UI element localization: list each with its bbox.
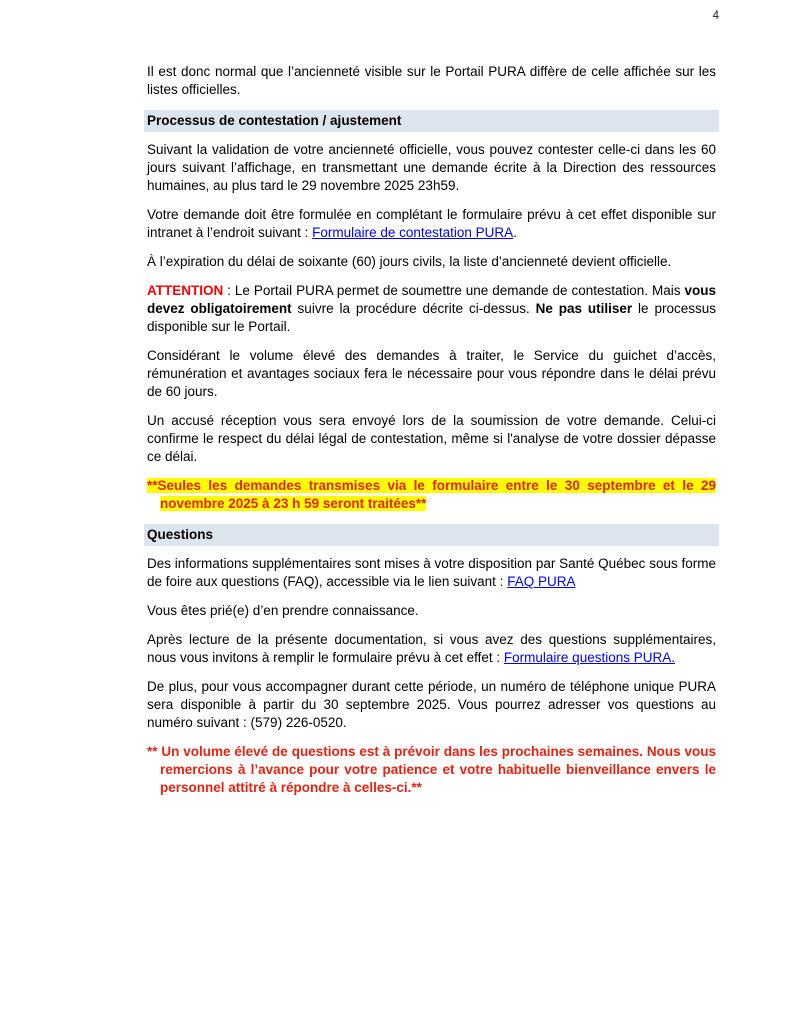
red-bold-text: ATTENTION xyxy=(147,283,224,298)
text-run: Un accusé réception vous sera envoyé lors de la soumission de votre demande. Celui-ci confirme le respect du délai légal de contestation, même si l'analyse de votre dossier dépasse ce délai. xyxy=(147,413,716,464)
paragraph xyxy=(147,631,716,667)
text-run: Suivant la validation de votre ancienneté officielle, vous pouvez contester celle-ci dans les 60 jours suivant l’affichage, en transmettant une demande écrite à la Direction des ressources humaines, au plus tard le 29 novembre 2025 23h59. xyxy=(147,142,716,193)
paragraph xyxy=(147,412,716,466)
text-run: Votre demande doit être formulée en complétant le formulaire prévu à cet effet disponible sur intranet à l’endroit suivant : xyxy=(147,207,716,240)
paragraph xyxy=(147,477,716,513)
text-run: . xyxy=(513,225,517,240)
hyperlink[interactable]: Formulaire de contestation PURA xyxy=(312,225,514,240)
paragraph xyxy=(147,253,716,271)
page-number: 4 xyxy=(712,10,719,22)
text-run: Après lecture de la présente documentation, si vous avez des questions supplémentaires, nous vous invitons à remplir le formulaire prévu à cet effet : xyxy=(147,632,716,665)
hyperlink[interactable]: Formulaire questions PURA. xyxy=(503,650,675,665)
text-run: : Le Portail PURA permet de soumettre une demande de contestation. Mais xyxy=(223,283,685,298)
bold-text: vous devez obligatoirement xyxy=(147,283,716,316)
highlighted-text: **Seules les demandes transmises via le formulaire entre le 30 septembre et le 29 novembre 2025 à 23 h 59 seront traitées** xyxy=(147,478,716,511)
section-header: Processus de contestation / ajustement xyxy=(144,110,719,132)
hyperlink[interactable]: FAQ PURA xyxy=(507,574,576,589)
bold-text: Ne pas utiliser xyxy=(535,301,633,316)
section-header: Questions xyxy=(144,524,719,546)
paragraph xyxy=(147,555,716,591)
text-run: Il est donc normal que l’ancienneté visible sur le Portail PURA diffère de celle affichée sur les listes officielles. xyxy=(147,64,716,97)
document-body xyxy=(147,63,716,808)
paragraph xyxy=(147,743,716,797)
paragraph xyxy=(147,678,716,732)
paragraph xyxy=(147,141,716,195)
paragraph xyxy=(147,206,716,242)
paragraph xyxy=(147,63,716,99)
text-run: De plus, pour vous accompagner durant cette période, un numéro de téléphone unique PURA sera disponible à partir du 30 septembre 2025. Vous pourrez adresser vos questions au numéro suivant : (579) 226-0520. xyxy=(147,679,716,730)
paragraph xyxy=(147,282,716,336)
text-run: Considérant le volume élevé des demandes à traiter, le Service du guichet d’accès, rémunération et avantages sociaux fera le nécessaire pour vous répondre dans le délai prévu de 60 jours. xyxy=(147,348,716,399)
paragraph xyxy=(147,347,716,401)
text-run: Des informations supplémentaires sont mises à votre disposition par Santé Québec sous forme de foire aux questions (FAQ), accessible via le lien suivant : xyxy=(147,556,716,589)
paragraph xyxy=(147,602,716,620)
text-run: suivre la procédure décrite ci-dessus. xyxy=(291,301,536,316)
red-bold-text: ** Un volume élevé de questions est à prévoir dans les prochaines semaines. Nous vous remercions à l’avance pour votre patience et votre habituelle bienveillance envers le personnel attitré à répondre à celles-ci.** xyxy=(147,744,716,795)
text-run: Vous êtes prié(e) d’en prendre connaissance. xyxy=(147,603,419,618)
text-run: À l’expiration du délai de soixante (60) jours civils, la liste d’ancienneté devient officielle. xyxy=(147,254,672,269)
text-run: le processus disponible sur le Portail. xyxy=(147,301,716,334)
